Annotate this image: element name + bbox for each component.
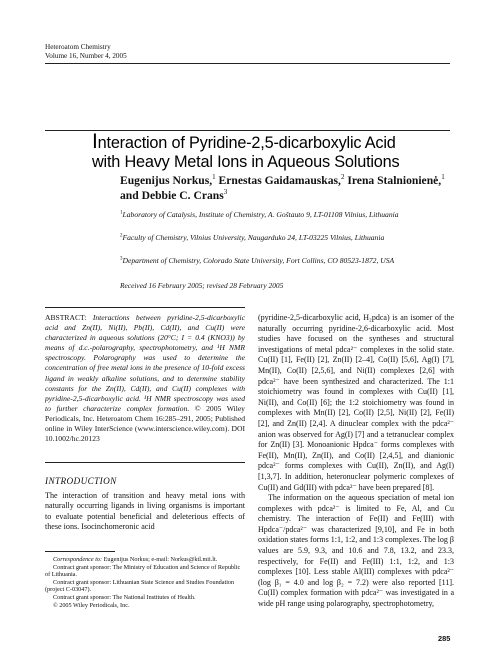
author-2-affil: 2 [340,173,345,182]
affiliation-3-text: Department of Chemistry, Colorado State University, Fort Collins, CO 80523-1872, USA [122,256,395,265]
title-initial: I [92,130,98,153]
footnote-grant-1: Contract grant sponsor: The Ministry of Education and Science of Republic of Lithuania. [45,563,241,579]
affiliation-1 [120,210,399,219]
author-4: and Debbie C. Crans [120,188,224,202]
title-rule [45,130,450,131]
author-3: Irena Stalnionienė, [347,174,442,187]
affiliation-1-number: 1 [120,210,123,216]
footnote-rule [45,551,115,552]
footnote-grant-2: Contract grant sponsor: Lithuanian State Science and Studies Foundation (project C-03047). [45,578,235,594]
affiliation-2-text: Faculty of Chemistry, Vilnius University, Naugarduko 24, LT-03225 Vilnius, Lithuania [122,233,385,242]
abstract-bottom-rule [45,462,245,463]
page-number: 285 [438,634,451,643]
abstract-body: Interactions between pyridine-2,5-dicarboxylic acid and Zn(II), Ni(II), Pb(II), Cd(II), and Cu(II) were characterized in aqueous solutions (20°C; I = 0.4 (KNO3)) by means of d.c.-polarography, spectrophotometry, and ¹H NMR spectroscopy. Polarography was used to determine the concentration of free metal ions in the presence of 10-fold excess ligand in weakly alkaline solutions, and to determine stability constants for the Zn(II), Cd(II), and Cu(II) complexes with pyridine-2,5-dicarboxylic acid. ¹H NMR spectroscopy was used to further characterize complex formation. [45,313,245,413]
abstract [45,313,245,444]
title-line-1: nteraction of Pyridine-2,5-dicarboxylic Acid [97,134,396,152]
author-3-affil: 1 [441,173,445,182]
affiliation-1-text: Laboratory of Catalysis, Institute of Chemistry, A. Goštauto 9, LT-01108 Vilnius, Lithuania [122,210,399,219]
journal-header [45,43,127,60]
right-column-paragraph-1: (pyridine-2,5-dicarboxylic acid, H₂pdca) is an isomer of the naturally occurring pyridine-2,6-dicarboxylic acid. Most studies have focused on the syntheses and structural investigations of metal pdca²⁻ complexes in the solid state. Cu(II) [1], Fe(II) [2], Zn(II) [2–4], Co(II) [5,6], Ag(I) [7], Mn(II), Co(II) [2,5,6], and Ni(II) complexes [2,6] with pdca²⁻ have been synthesized and characterized. The 1:1 stoichiometry was found in complexes with Cu(II) [1], Ni(II), and Co(II) [6]; the 1:2 stoichiometry was found in complexes with Mn(II) [2], Co(II) [2,5], Ni(II) [2], Fe(II) [2], and Zn(II) [2,4]. A dinuclear complex with the pdca²⁻ anion was observed for Ag(I) [7] and a tetranuclear complex for Zn(II) [3]. Monoanionic Hpdca⁻ forms complexes with Fe(II), Mn(II), Zn(II), and Co(II) [2,4,5], and dianionic pdca²⁻ forms complexes with Cu(II), Zn(II), and Ag(I) [1,3,7]. In addition, heteronuclear polymeric complexes of Cu(II) and Gd(III) with pdca²⁻ have been prepared [8]. [258,313,454,492]
footnote-copyright: © 2005 Wiley Periodicals, Inc. [53,601,130,609]
received-dates: Received 16 February 2005; revised 28 February 2005 [120,281,284,290]
author-4-affil: 3 [223,187,228,196]
title-line-2: with Heavy Metal Ions in Aqueous Solutions [92,153,400,171]
affiliation-3-number: 3 [120,256,123,262]
section-heading-introduction: INTRODUCTION [45,476,117,486]
header-rule [45,63,450,64]
correspondence-text: Eugenijus Norkus; e-mail: Norkus@ktl.mii.lt. [103,556,218,563]
footnotes [45,556,245,609]
footnote-grant-3: Contract grant sponsor: The National Institutes of Health. [53,593,196,601]
journal-name: Heteroatom Chemistry [45,43,111,51]
journal-volume: Volume 16, Number 4, 2005 [45,51,127,60]
author-1-affil: 1 [212,173,216,182]
affiliation-3 [120,256,394,265]
author-1: Eugenijus Norkus, [120,174,213,187]
author-2: Ernestas Gaidamauskas, [218,174,341,187]
correspondence-label: Correspondence to: [53,556,103,563]
abstract-top-rule [45,307,245,308]
abstract-label: ABSTRACT: [45,313,87,322]
introduction-paragraph: The interaction of transition and heavy metal ions with naturally occurring ligands in living organisms is important to evaluate potential beneficial and deleterious effects of these ions. Isocinchomeronic acid [45,491,245,532]
author-list [120,174,450,203]
abstract-publication-info: © 2005 Wiley Periodicals, Inc. Heteroatom Chem 16:285–291, 2005; Published online in Wiley InterScience (www.interscience.wiley.com). DOI 10.1002/hc.20123 [45,403,245,444]
affiliation-2-number: 2 [120,233,123,239]
affiliation-2 [120,233,384,242]
right-column-paragraph-2: The information on the aqueous speciation of metal ion complexes with pdca²⁻ is limited to Fe, Al, and Cu chemistry. The interaction of Fe(II) and Fe(III) with Hpdca⁻/pdca²⁻ was characterized [9,10], and Fe in both oxidation states forms 1:1, 1:2, and 1:3 complexes. The log β values are 5.9, 9.3, and 10.6 and 7.8, 13.2, and 23.3, respectively, for Fe(II) and Fe(III) 1:1, 1:2, and 1:3 complexes [10]. Less stable Al(III) complexes with pdca²⁻ (log β₁ = 4.0 and log β₂ = 7.2) were also reported [11]. Cu(II) complex formation with pdca²⁻ was investigated in a wide pH range using polarography, spectrophotometry, [258,493,454,609]
article-title [92,132,472,172]
right-column-text [258,313,454,610]
footnote-correspondence [45,556,245,564]
